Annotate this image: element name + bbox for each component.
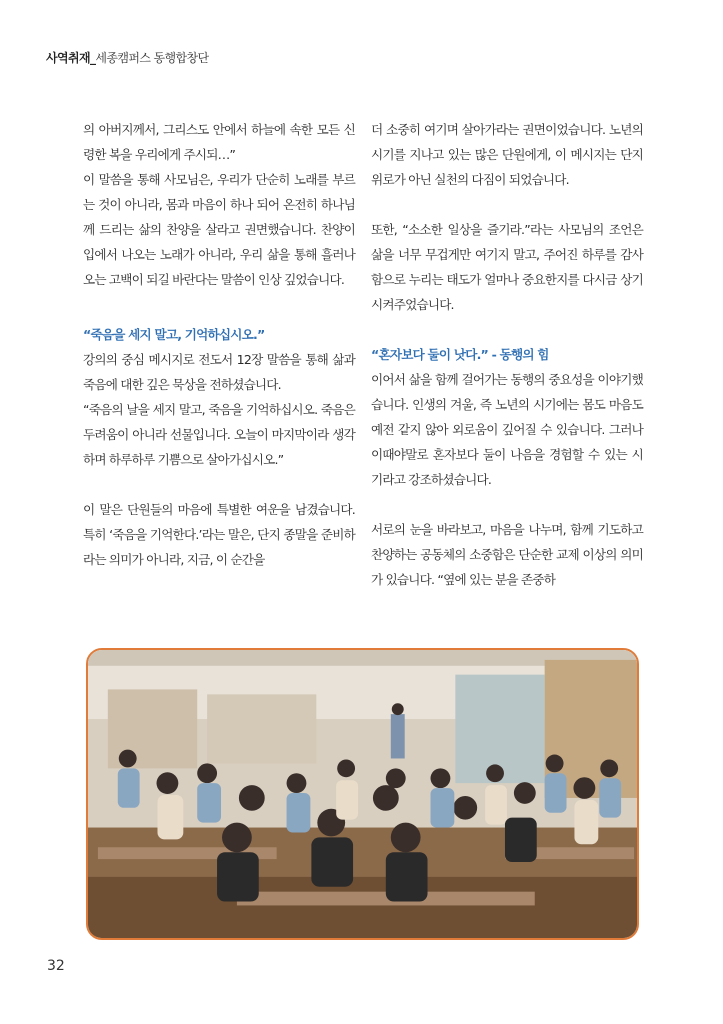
section-heading: “혼자보다 둘이 낫다.” - 동행의 힘: [371, 347, 549, 362]
quote-paragraph: “죽음의 날을 세지 말고, 죽음을 기억하십시오. 죽음은 두려움이 아니라 선물입니다. 오늘이 마지막이라 생각하며 하루하루 기쁨으로 살아가십시오.”: [83, 402, 355, 467]
choir-lecture-photo: [86, 648, 639, 940]
paragraph: 의 아버지께서, 그리스도 안에서 하늘에 속한 모든 신령한 복을 우리에게 주시되…”: [83, 122, 355, 162]
page-number: 32: [47, 958, 65, 974]
header-title: 세종캠퍼스 동행합창단: [95, 51, 209, 65]
photo-illustration: [88, 650, 637, 938]
paragraph: 강의의 중심 메시지로 전도서 12장 말씀을 통해 삶과 죽음에 대한 깊은 묵상을 전하셨습니다.: [83, 352, 355, 392]
paragraph: 이 말은 단원들의 마음에 특별한 여운을 남겼습니다. 특히 ‘죽음을 기억한다.’라는 말은, 단지 종말을 준비하라는 의미가 아니라, 지금, 이 순간을: [83, 502, 355, 567]
standing-figure: [391, 714, 405, 758]
paragraph: 또한, “소소한 일상을 즐기라.”라는 사모님의 조언은 삶을 너무 무겁게만 여기지 말고, 주어진 하루를 감사함으로 누리는 태도가 얼마나 중요한지를 다시금 상기시켜주었습니다.: [371, 222, 643, 312]
paragraph: 서로의 눈을 바라보고, 마음을 나누며, 함께 기도하고 찬양하는 공동체의 소중함은 단순한 교제 이상의 의미가 있습니다. “옆에 있는 분을 존중하: [371, 522, 643, 587]
paragraph: 이 말씀을 통해 사모님은, 우리가 단순히 노래를 부르는 것이 아니라, 몸과 마음이 하나 되어 온전히 하나님께 드리는 삶의 찬양을 살라고 권면했습니다. 찬양이 입에서 나오는 노래가 아니라, 우리 삶을 통해 흘러나오는 고백이 되길 바란다는 말씀이 인상 깊었습니다.: [83, 172, 355, 287]
paragraph: 이어서 삶을 함께 걸어가는 동행의 중요성을 이야기했습니다. 인생의 겨울, 즉 노년의 시기에는 몸도 마음도 예전 같지 않아 외로움이 깊어질 수 있습니다. 그러나 이때야말로 혼자보다 둘이 나음을 경험할 수 있는 시기라고 강조하셨습니다.: [371, 372, 643, 487]
running-header: [46, 49, 209, 66]
right-column: [371, 117, 643, 592]
header-section: 사역취재_: [46, 51, 96, 65]
left-column: [83, 117, 355, 572]
paragraph: 더 소중히 여기며 살아가라는 권면이었습니다. 노년의 시기를 지나고 있는 많은 단원에게, 이 메시지는 단지 위로가 아닌 실천의 다짐이 되었습니다.: [371, 122, 643, 187]
section-heading: “죽음을 세지 말고, 기억하십시오.”: [83, 327, 265, 342]
